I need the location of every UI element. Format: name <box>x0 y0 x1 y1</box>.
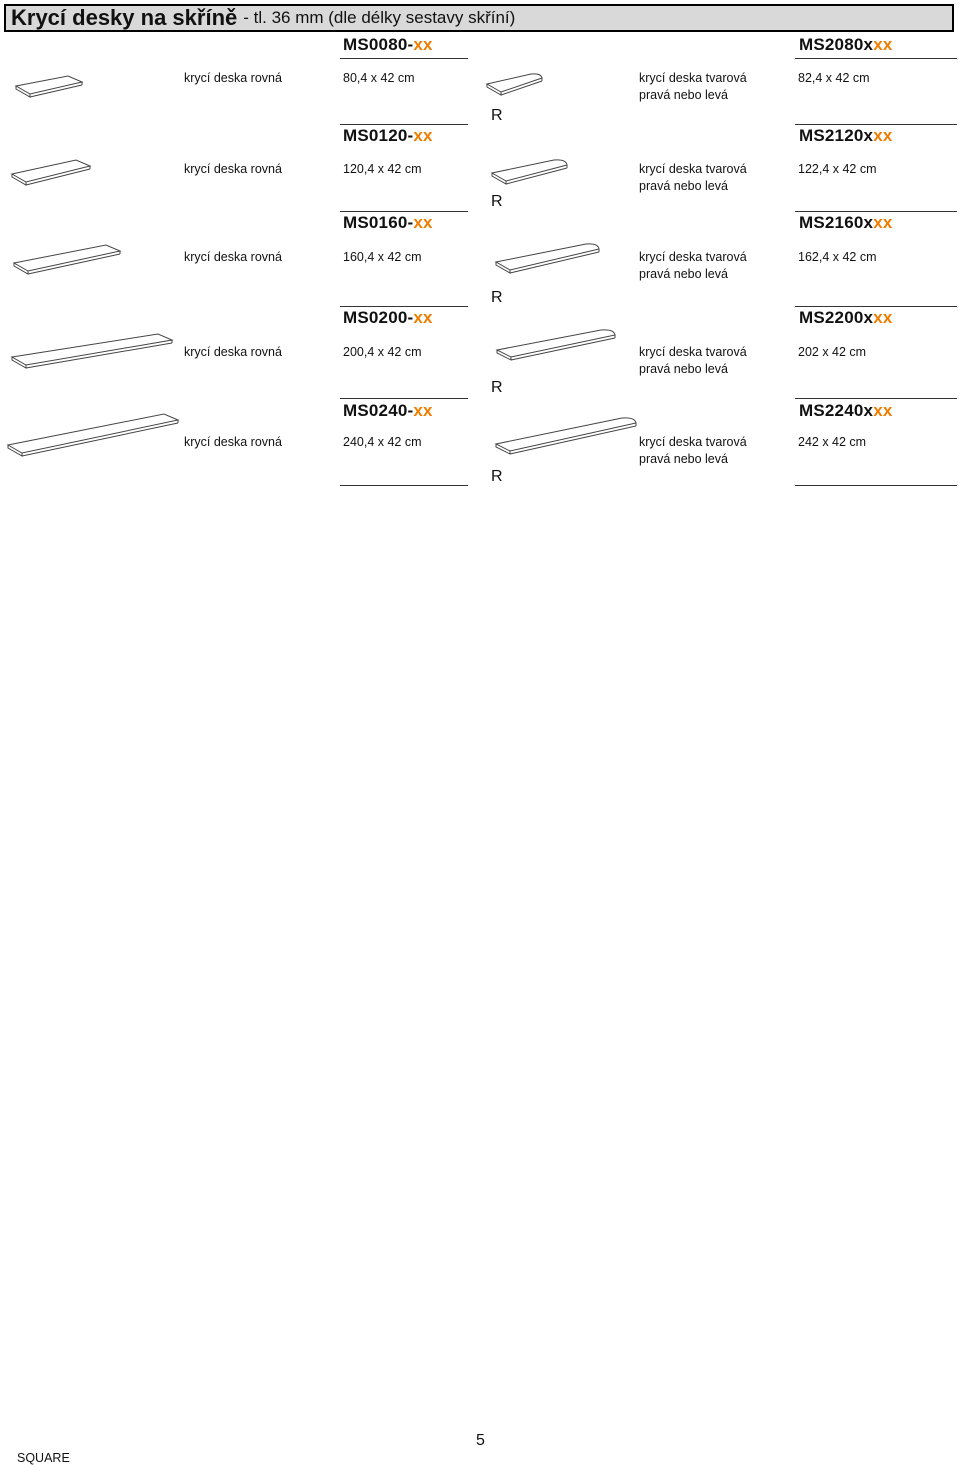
shaped-board-image <box>495 326 619 362</box>
page-header <box>4 4 954 32</box>
left-label: krycí deska rovná <box>184 162 282 176</box>
divider-line <box>795 398 957 399</box>
right-label: krycí deska tvarová <box>639 250 747 264</box>
right-label: krycí deska tvarová <box>639 71 747 85</box>
right-dimension: 162,4 x 42 cm <box>798 250 877 264</box>
shaped-board-image <box>485 70 545 98</box>
right-product-code: MS2240xxx <box>799 401 893 420</box>
divider-line <box>340 58 468 59</box>
left-dimension: 160,4 x 42 cm <box>343 250 422 264</box>
divider-line <box>795 485 957 486</box>
straight-board-image <box>10 332 176 372</box>
straight-board-image <box>10 158 92 186</box>
left-dimension: 120,4 x 42 cm <box>343 162 422 176</box>
right-dimension: 82,4 x 42 cm <box>798 71 870 85</box>
straight-board-image <box>12 243 124 277</box>
shaped-board-image <box>494 414 640 458</box>
straight-board-image <box>6 412 182 462</box>
right-dimension: 202 x 42 cm <box>798 345 867 359</box>
right-dimension: 242 x 42 cm <box>798 435 867 449</box>
r-mark: R <box>491 379 503 396</box>
right-product-code: MS2160xxx <box>799 213 893 232</box>
right-product-code: MS2080xxx <box>799 35 893 54</box>
left-product-code: MS0080-xx <box>343 35 433 54</box>
right-label-side: pravá nebo levá <box>639 179 728 193</box>
shaped-board-image <box>490 156 570 186</box>
divider-line <box>340 124 468 125</box>
divider-line <box>795 306 957 307</box>
divider-line <box>340 211 468 212</box>
divider-line <box>340 398 468 399</box>
right-label: krycí deska tvarová <box>639 345 747 359</box>
right-label: krycí deska tvarová <box>639 162 747 176</box>
right-product-code: MS2120xxx <box>799 126 893 145</box>
brand-name: SQUARE <box>17 1451 70 1465</box>
divider-line <box>795 58 957 59</box>
left-label: krycí deska rovná <box>184 71 282 85</box>
divider-line <box>340 485 468 486</box>
divider-line <box>340 306 468 307</box>
left-product-code: MS0160-xx <box>343 213 433 232</box>
divider-line <box>795 211 957 212</box>
page-title: Krycí desky na skříně <box>11 5 238 30</box>
r-mark: R <box>491 289 503 306</box>
right-label-side: pravá nebo levá <box>639 88 728 102</box>
right-label: krycí deska tvarová <box>639 435 747 449</box>
straight-board-image <box>14 74 84 98</box>
r-mark: R <box>491 193 503 210</box>
left-label: krycí deska rovná <box>184 250 282 264</box>
left-product-code: MS0200-xx <box>343 308 433 327</box>
page-subtitle: - tl. 36 mm (dle délky sestavy skříní) <box>243 8 516 27</box>
right-label-side: pravá nebo levá <box>639 267 728 281</box>
left-product-code: MS0120-xx <box>343 126 433 145</box>
left-product-code: MS0240-xx <box>343 401 433 420</box>
right-product-code: MS2200xxx <box>799 308 893 327</box>
left-dimension: 80,4 x 42 cm <box>343 71 415 85</box>
left-dimension: 240,4 x 42 cm <box>343 435 422 449</box>
page-number: 5 <box>476 1432 485 1449</box>
left-dimension: 200,4 x 42 cm <box>343 345 422 359</box>
right-label-side: pravá nebo levá <box>639 362 728 376</box>
left-label: krycí deska rovná <box>184 345 282 359</box>
shaped-board-image <box>494 240 602 276</box>
r-mark: R <box>491 468 503 485</box>
left-label: krycí deska rovná <box>184 435 282 449</box>
r-mark: R <box>491 107 503 124</box>
right-dimension: 122,4 x 42 cm <box>798 162 877 176</box>
divider-line <box>795 124 957 125</box>
right-label-side: pravá nebo levá <box>639 452 728 466</box>
